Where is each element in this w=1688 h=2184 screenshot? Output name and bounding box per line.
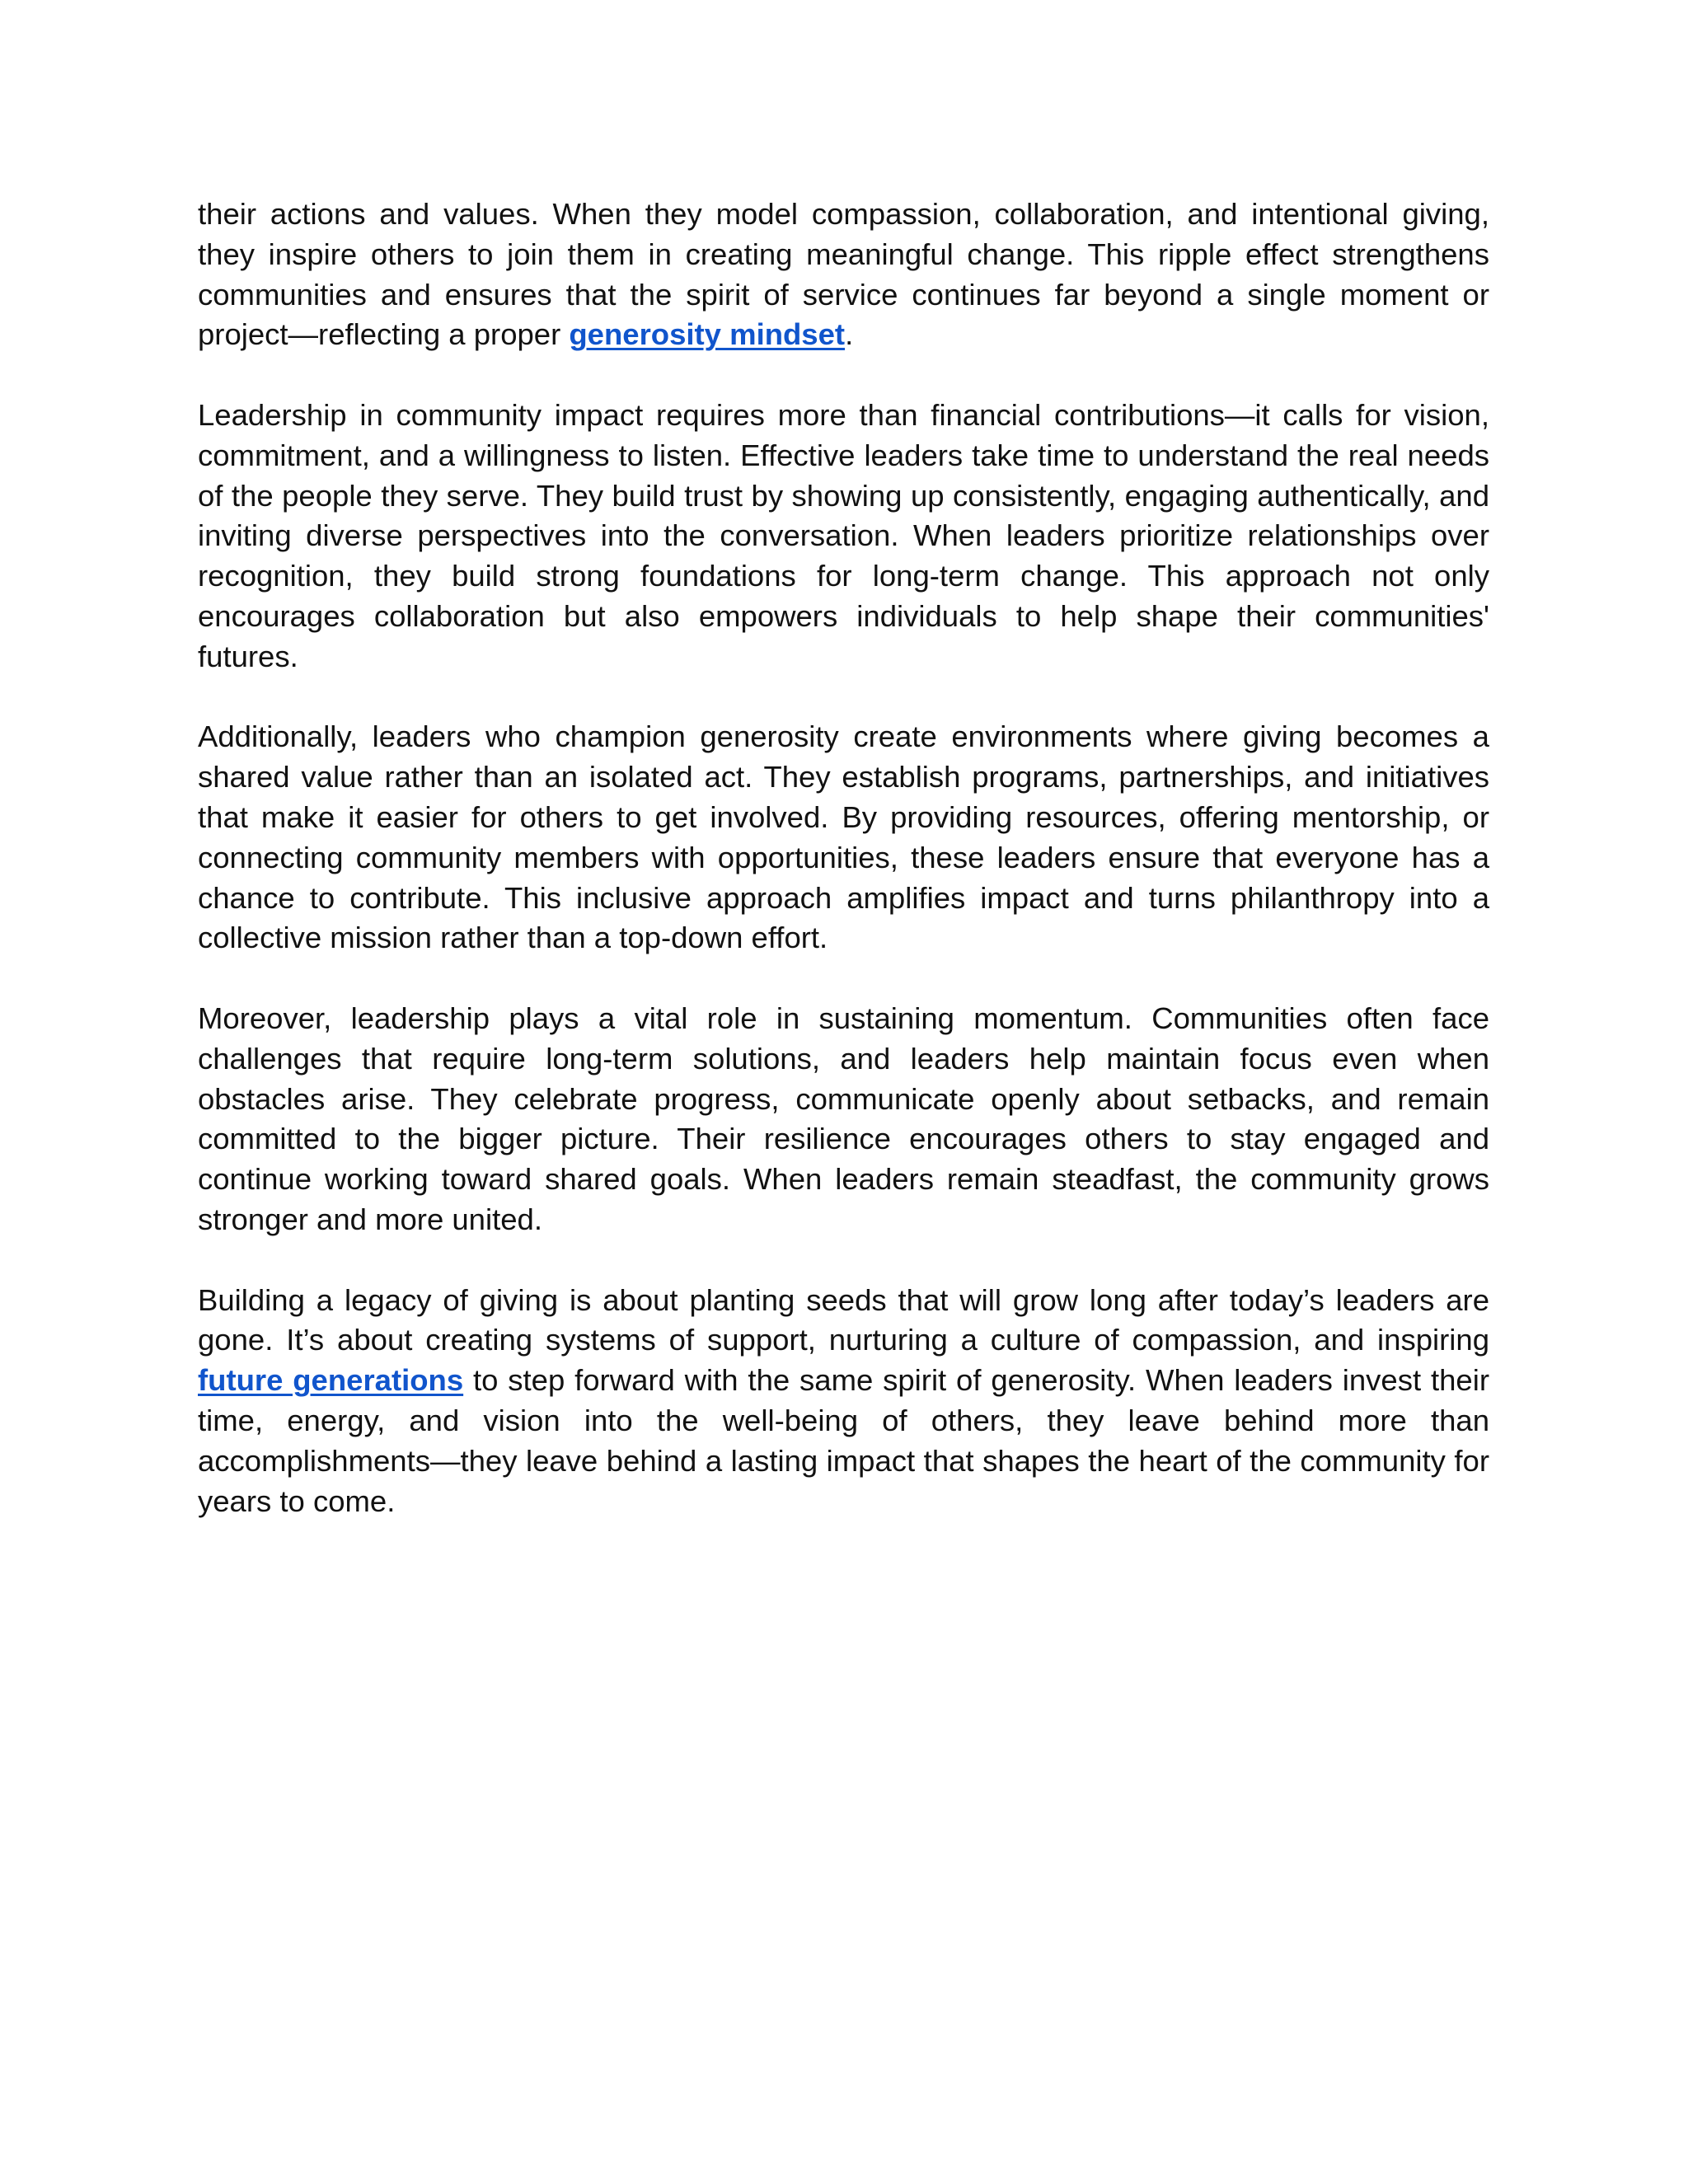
paragraph-text: .	[845, 317, 854, 352]
paragraph: Additionally, leaders who champion generosity create environments where giving becomes a shared value rather than an isolated act. They establish programs, partnerships, and initiatives that make it easier for others to get involved. By providing resources, offering mentorship, or connecting community members with opportunities, these leaders ensure that everyone has a chance to contribute. This inclusive approach amplifies impact and turns philanthropy into a collective mission rather than a top-down effort.	[198, 719, 1489, 955]
paragraph-text: to step forward with the same spirit of generosity. When leaders invest their time, energy, and vision into the well-being of others, they leave behind more than accomplishments—they leave behind a lasting impact that shapes the heart of the community for years to come.	[198, 1363, 1489, 1518]
document-body	[198, 194, 1489, 1562]
future-generations-link[interactable]: future generations	[198, 1363, 464, 1398]
paragraph: Leadership in community impact requires more than financial contributions—it calls for vision, commitment, and a willingness to listen. Effective leaders take time to understand the real needs of the people they serve. They build trust by showing up consistently, engaging authentically, and inviting diverse perspectives into the conversation. When leaders prioritize relationships over recognition, they build strong foundations for long-term change. This approach not only encourages collaboration but also empowers individuals to help shape their communities' futures.	[198, 397, 1489, 673]
generosity-mindset-link[interactable]: generosity mindset	[569, 317, 846, 352]
paragraph-text: their actions and values. When they model compassion, collaboration, and intentional giving, they inspire others to join them in creating meaningful change. This ripple effect strengthens communities and ensures that the spirit of service continues far beyond a single moment or project—reflecting a proper	[198, 197, 1489, 352]
paragraph: Moreover, leadership plays a vital role in sustaining momentum. Communities often face challenges that require long-term solutions, and leaders help maintain focus even when obstacles arise. They celebrate progress, communicate openly about setbacks, and remain committed to the bigger picture. Their resilience encourages others to stay engaged and continue working toward shared goals. When leaders remain steadfast, the community grows stronger and more united.	[198, 1001, 1489, 1236]
paragraph	[198, 194, 1489, 355]
paragraph	[198, 1281, 1489, 1522]
paragraph-text: Building a legacy of giving is about planting seeds that will grow long after today’s leaders are gone. It’s about creating systems of support, nurturing a culture of compassion, and inspiring	[198, 1282, 1489, 1357]
